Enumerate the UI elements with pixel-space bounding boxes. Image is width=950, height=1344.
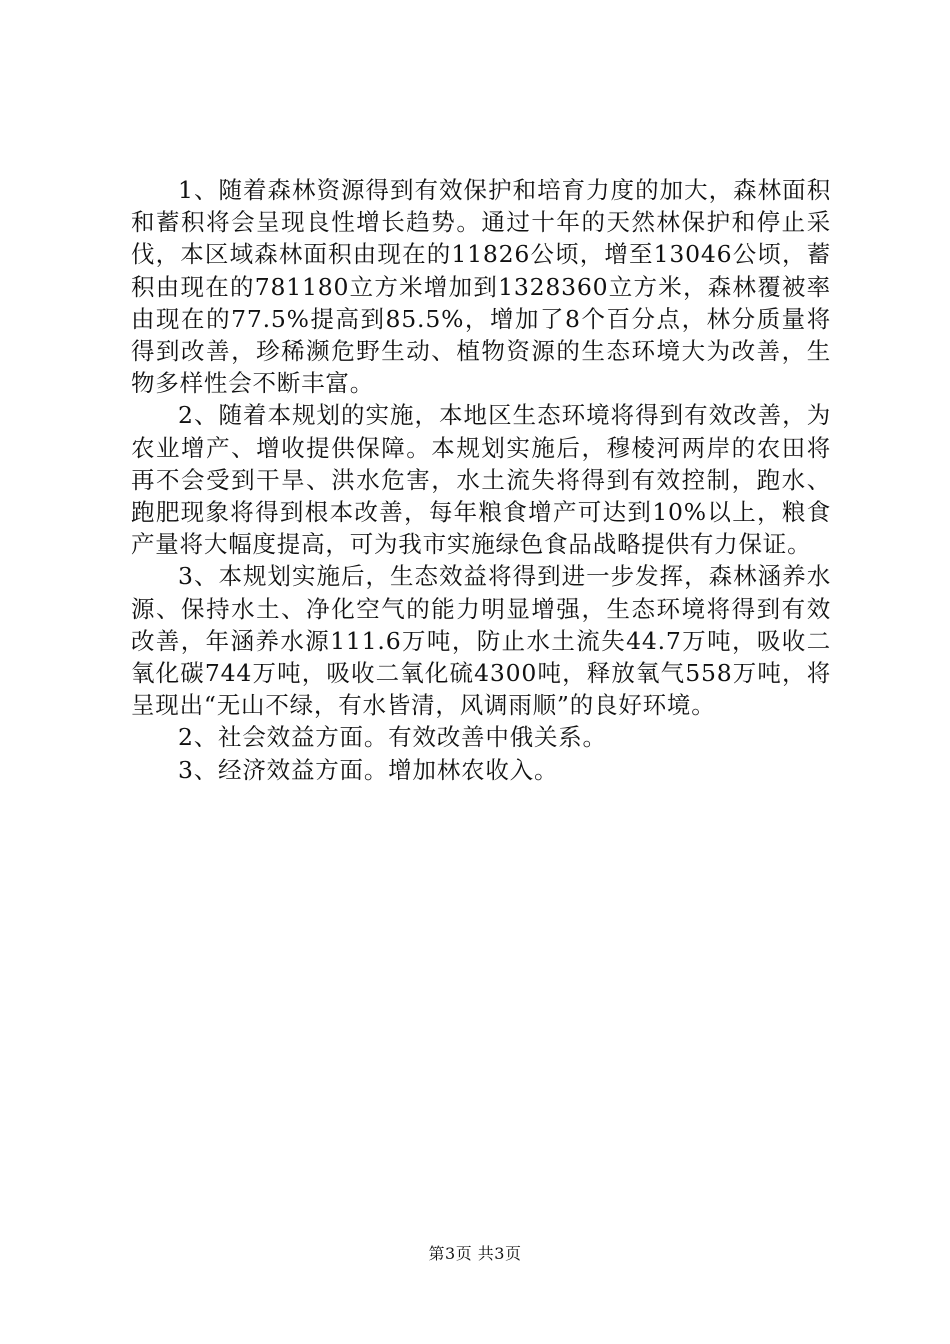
paragraph-economic-benefit: 3、经济效益方面。增加林农收入。 (178, 755, 559, 784)
paragraph-agriculture: 2、随着本规划的实施，本地区生态环境将得到有效改善，为农业增产、增收提供保障。本规划实施后，穆棱河两岸的农田将再不会受到干旱、洪水危害，水土流失将得到有效控制，跑水、跑肥现象将得到根本改善，每年粮食增产可达到10%以上，粮食产量将大幅度提高，可为我市实施绿色食品战略提供有力保证。 (131, 401, 831, 559)
document-body (131, 174, 831, 786)
paragraph-ecological-benefit: 3、本规划实施后，生态效益将得到进一步发挥，森林涵养水源、保持水土、净化空气的能力明显增强，生态环境将得到有效改善，年涵养水源111.6万吨，防止水土流失44.7万吨，吸收二氧化碳744万吨，吸收二氧化硫4300吨，释放氧气558万吨，将呈现出“无山不绿，有水皆清，风调雨顺”的良好环境。 (131, 562, 831, 720)
page-footer: 第3页 共3页 (428, 1244, 522, 1263)
paragraph-social-benefit: 2、社会效益方面。有效改善中俄关系。 (178, 723, 607, 752)
paragraph-forest-growth: 1、随着森林资源得到有效保护和培育力度的加大，森林面积和蓄积将会呈现良性增长趋势。通过十年的天然林保护和停止采伐，本区域森林面积由现在的11826公顷，增至13046公顷，蓄积由现在的781180立方米增加到1328360立方米，森林覆被率由现在的77.5%提高到85.5%，增加了8个百分点，林分质量将得到改善，珍稀濒危野生动、植物资源的生态环境大为改善，生物多样性会不断丰富。 (131, 176, 831, 398)
